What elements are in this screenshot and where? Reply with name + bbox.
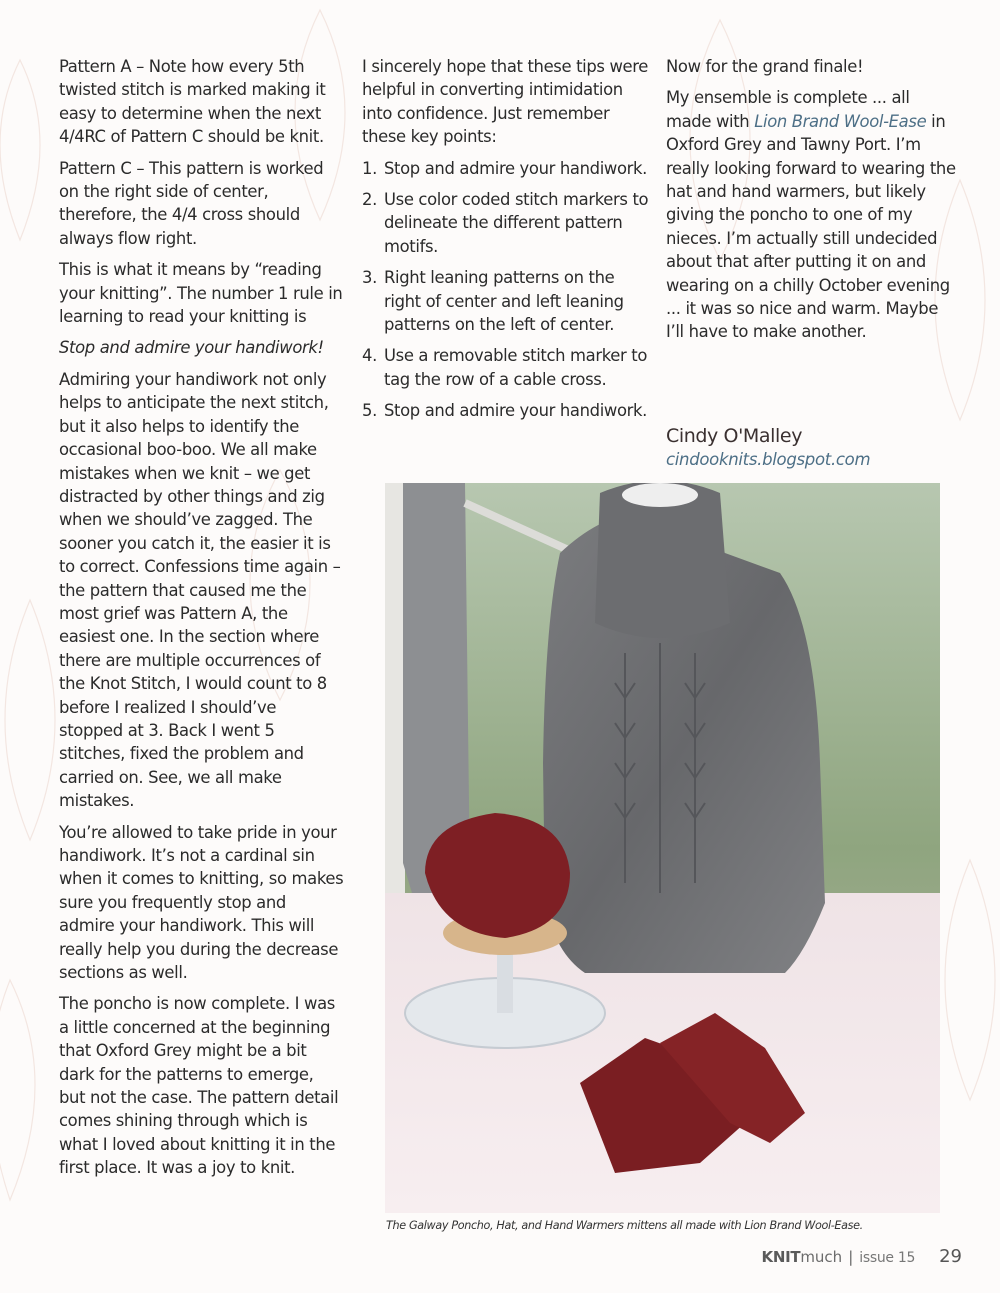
paragraph-pattern-a: Pattern A – Note how every 5th twisted stitch is marked making it easy to determine when the next 4/4RC of Pattern C should be knit. — [59, 57, 326, 147]
list-text: Use color coded stitch markers to delineate the different pattern motifs. — [384, 190, 649, 256]
paragraph-finale: Now for the grand finale! — [666, 57, 864, 76]
author-blog-link[interactable]: cindooknits.blogspot.com — [666, 450, 871, 469]
list-text: Right leaning patterns on the right of center and left leaning patterns on the left of center. — [384, 268, 624, 335]
list-number: 3. — [362, 268, 377, 288]
article-column-3 — [666, 55, 956, 352]
rule-emphasis: Stop and admire your handiwork! — [59, 338, 324, 358]
article-column-2 — [362, 55, 652, 431]
ensemble-text-end: in Oxford Grey and Tawny Port. I’m really looking forward to wearing the hat and hand warmers, but likely giving the poncho to one of my nieces. I’m actually still undecided about that after putting it on and wearing on a chilly October evening ... it was so nice and warm. Maybe I’ll have to make another. — [666, 111, 956, 342]
yarn-brand-link[interactable]: Lion Brand Wool-Ease — [754, 111, 927, 131]
porch-post — [385, 483, 405, 903]
list-item — [362, 266, 652, 336]
list-number: 2. — [362, 190, 377, 210]
page-footer — [762, 1246, 962, 1267]
paragraph-reading-knitting: This is what it means by “reading your knitting”. The number 1 rule in learning to read your knitting is — [59, 260, 343, 327]
ensemble-photo — [385, 483, 940, 1213]
list-text: Stop and admire your handiwork. — [384, 401, 648, 421]
photo-illustration — [385, 483, 940, 1213]
list-item — [362, 399, 652, 422]
list-number: 4. — [362, 346, 377, 366]
paragraph-pride: You’re allowed to take pride in your handiwork. It’s not a cardinal sin when it comes to knitting, so makes sure you frequently stop and admire your handiwork. This will really help you during the decrease sections as well. — [59, 822, 344, 983]
list-item — [362, 188, 652, 258]
list-number: 5. — [362, 401, 377, 421]
article-column-1 — [59, 55, 344, 1188]
magazine-name-bold: KNIT — [761, 1248, 801, 1266]
author-name: Cindy O'Malley — [666, 425, 803, 447]
list-item — [362, 157, 652, 180]
list-number: 1. — [362, 158, 377, 178]
ensemble-text-start: My ensemble is complete ... all made with — [666, 88, 910, 131]
photo-caption: The Galway Poncho, Hat, and Hand Warmers mittens all made with Lion Brand Wool-Ease. — [386, 1219, 863, 1232]
magazine-name-light: much — [800, 1248, 843, 1266]
page-number: 29 — [939, 1246, 962, 1267]
key-points-list — [362, 157, 652, 423]
list-text: Stop and admire your handiwork. — [384, 158, 648, 178]
dress-form — [622, 483, 698, 507]
issue-number: issue 15 — [859, 1250, 916, 1266]
footer-separator: | — [848, 1248, 854, 1266]
paragraph-admiring: Admiring your handiwork not only helps to anticipate the next stitch, but it also helps to identify the occasional boo-boo. We all make mistakes when we knit – we get distracted by other things and zig when we should’ve zagged. The sooner you catch it, the easier it is to correct. Confessions time again – the pattern that caused me the most grief was Pattern A, the easiest one. In the section where there are multiple occurrences of the Knot Stitch, I would count to 8 before I realized I should’ve stopped at 3. Back I went 5 stitches, fixed the problem and carried on. See, we all make mistakes. — [59, 369, 341, 811]
paragraph-intro: I sincerely hope that these tips were helpful in converting intimidation into confidence. Just remember these key points: — [362, 57, 649, 147]
list-text: Use a removable stitch marker to tag the row of a cable cross. — [384, 346, 648, 389]
paragraph-pattern-c: Pattern C – This pattern is worked on the right side of center, therefore, the 4/4 cross should always flow right. — [59, 158, 324, 248]
paragraph-poncho-complete: The poncho is now complete. I was a little concerned at the beginning that Oxford Grey might be a bit dark for the patterns to emerge, but not the case. The pattern detail comes shining through which is what I loved about knitting it in the first place. It was a joy to knit. — [59, 994, 339, 1178]
list-item — [362, 344, 652, 391]
paragraph-ensemble — [666, 86, 956, 343]
